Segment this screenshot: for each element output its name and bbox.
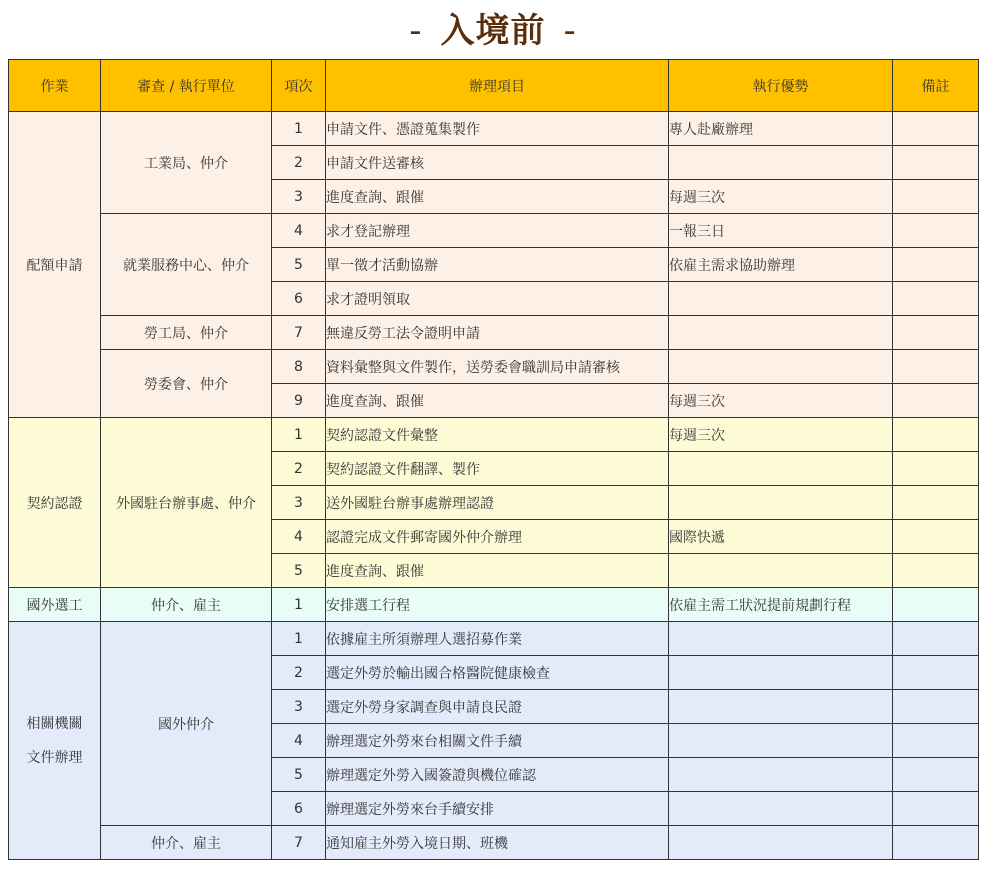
item-cell: 無違反勞工法令證明申請 — [326, 316, 669, 350]
item-cell: 認證完成文件郵寄國外仲介辦理 — [326, 520, 669, 554]
item-cell: 單一徵才活動協辦 — [326, 248, 669, 282]
no-cell: 1 — [272, 418, 326, 452]
advantage-cell: 一報三日 — [669, 214, 893, 248]
advantage-cell: 專人赴廠辦理 — [669, 112, 893, 146]
note-cell — [893, 214, 979, 248]
title-dash-right: - — [563, 11, 577, 51]
note-cell — [893, 554, 979, 588]
advantage-cell — [669, 282, 893, 316]
advantage-cell — [669, 826, 893, 860]
advantage-cell: 每週三次 — [669, 418, 893, 452]
item-cell: 選定外勞身家調查與申請良民證 — [326, 690, 669, 724]
item-cell: 進度查詢、跟催 — [326, 180, 669, 214]
no-cell: 3 — [272, 180, 326, 214]
note-cell — [893, 180, 979, 214]
no-cell: 3 — [272, 486, 326, 520]
advantage-cell — [669, 554, 893, 588]
item-cell: 申請文件、憑證蒐集製作 — [326, 112, 669, 146]
item-cell: 求才證明領取 — [326, 282, 669, 316]
page-title — [0, 0, 986, 58]
no-cell: 4 — [272, 214, 326, 248]
note-cell — [893, 588, 979, 622]
note-cell — [893, 520, 979, 554]
task-line-2: 文件辦理 — [26, 749, 83, 766]
no-cell: 7 — [272, 316, 326, 350]
table-row — [9, 214, 979, 248]
note-cell — [893, 622, 979, 656]
table-row — [9, 350, 979, 384]
item-cell: 安排選工行程 — [326, 588, 669, 622]
no-cell: 8 — [272, 350, 326, 384]
no-cell: 5 — [272, 248, 326, 282]
note-cell — [893, 724, 979, 758]
header-item: 辦理項目 — [326, 60, 669, 112]
no-cell: 1 — [272, 622, 326, 656]
advantage-cell: 依雇主需工狀況提前規劃行程 — [669, 588, 893, 622]
item-cell: 求才登記辦理 — [326, 214, 669, 248]
title-dash-left: - — [409, 11, 423, 51]
item-cell: 進度查詢、跟催 — [326, 554, 669, 588]
advantage-cell: 每週三次 — [669, 384, 893, 418]
note-cell — [893, 792, 979, 826]
note-cell — [893, 282, 979, 316]
pre-entry-table — [8, 59, 979, 860]
advantage-cell — [669, 758, 893, 792]
no-cell: 4 — [272, 724, 326, 758]
table-row — [9, 826, 979, 860]
advantage-cell — [669, 622, 893, 656]
item-cell: 資料彙整與文件製作，送勞委會職訓局申請審核 — [326, 350, 669, 384]
no-cell: 6 — [272, 282, 326, 316]
note-cell — [893, 350, 979, 384]
advantage-cell — [669, 656, 893, 690]
unit-cell: 勞工局、仲介 — [101, 316, 272, 350]
task-line-1: 相關機關 — [26, 715, 83, 732]
no-cell: 2 — [272, 656, 326, 690]
item-cell: 契約認證文件翻譯、製作 — [326, 452, 669, 486]
task-cell: 契約認證 — [9, 418, 101, 588]
title-text: 入境前 — [440, 11, 546, 51]
item-cell: 申請文件送審核 — [326, 146, 669, 180]
note-cell — [893, 112, 979, 146]
no-cell: 4 — [272, 520, 326, 554]
table-row — [9, 316, 979, 350]
item-cell: 辦理選定外勞入國簽證與機位確認 — [326, 758, 669, 792]
advantage-cell: 依雇主需求協助辦理 — [669, 248, 893, 282]
unit-cell: 外國駐台辦事處、仲介 — [101, 418, 272, 588]
advantage-cell — [669, 452, 893, 486]
header-unit: 審查 / 執行單位 — [101, 60, 272, 112]
header-note: 備註 — [893, 60, 979, 112]
note-cell — [893, 384, 979, 418]
advantage-cell — [669, 146, 893, 180]
table-row — [9, 418, 979, 452]
task-cell: 配額申請 — [9, 112, 101, 418]
advantage-cell — [669, 316, 893, 350]
task-cell — [9, 622, 101, 860]
unit-cell: 仲介、雇主 — [101, 826, 272, 860]
note-cell — [893, 826, 979, 860]
note-cell — [893, 248, 979, 282]
no-cell: 7 — [272, 826, 326, 860]
note-cell — [893, 486, 979, 520]
note-cell — [893, 690, 979, 724]
unit-cell: 仲介、雇主 — [101, 588, 272, 622]
unit-cell: 工業局、仲介 — [101, 112, 272, 214]
table-row — [9, 588, 979, 622]
note-cell — [893, 758, 979, 792]
item-cell: 送外國駐台辦事處辦理認證 — [326, 486, 669, 520]
no-cell: 1 — [272, 588, 326, 622]
note-cell — [893, 146, 979, 180]
item-cell: 選定外勞於輸出國合格醫院健康檢查 — [326, 656, 669, 690]
note-cell — [893, 452, 979, 486]
no-cell: 5 — [272, 758, 326, 792]
unit-cell: 國外仲介 — [101, 622, 272, 826]
advantage-cell — [669, 792, 893, 826]
no-cell: 2 — [272, 146, 326, 180]
header-task: 作業 — [9, 60, 101, 112]
no-cell: 1 — [272, 112, 326, 146]
no-cell: 3 — [272, 690, 326, 724]
table-row — [9, 622, 979, 656]
unit-cell: 就業服務中心、仲介 — [101, 214, 272, 316]
task-cell: 國外選工 — [9, 588, 101, 622]
advantage-cell — [669, 690, 893, 724]
advantage-cell: 每週三次 — [669, 180, 893, 214]
advantage-cell — [669, 724, 893, 758]
unit-cell: 勞委會、仲介 — [101, 350, 272, 418]
table-row — [9, 112, 979, 146]
item-cell: 進度查詢、跟催 — [326, 384, 669, 418]
header-row — [9, 60, 979, 112]
item-cell: 契約認證文件彙整 — [326, 418, 669, 452]
no-cell: 2 — [272, 452, 326, 486]
header-no: 項次 — [272, 60, 326, 112]
note-cell — [893, 316, 979, 350]
advantage-cell — [669, 486, 893, 520]
advantage-cell — [669, 350, 893, 384]
advantage-cell: 國際快遞 — [669, 520, 893, 554]
note-cell — [893, 418, 979, 452]
item-cell: 依據雇主所須辦理人選招募作業 — [326, 622, 669, 656]
no-cell: 9 — [272, 384, 326, 418]
header-advantage: 執行優勢 — [669, 60, 893, 112]
item-cell: 辦理選定外勞來台手續安排 — [326, 792, 669, 826]
item-cell: 通知雇主外勞入境日期、班機 — [326, 826, 669, 860]
no-cell: 6 — [272, 792, 326, 826]
item-cell: 辦理選定外勞來台相關文件手續 — [326, 724, 669, 758]
no-cell: 5 — [272, 554, 326, 588]
note-cell — [893, 656, 979, 690]
